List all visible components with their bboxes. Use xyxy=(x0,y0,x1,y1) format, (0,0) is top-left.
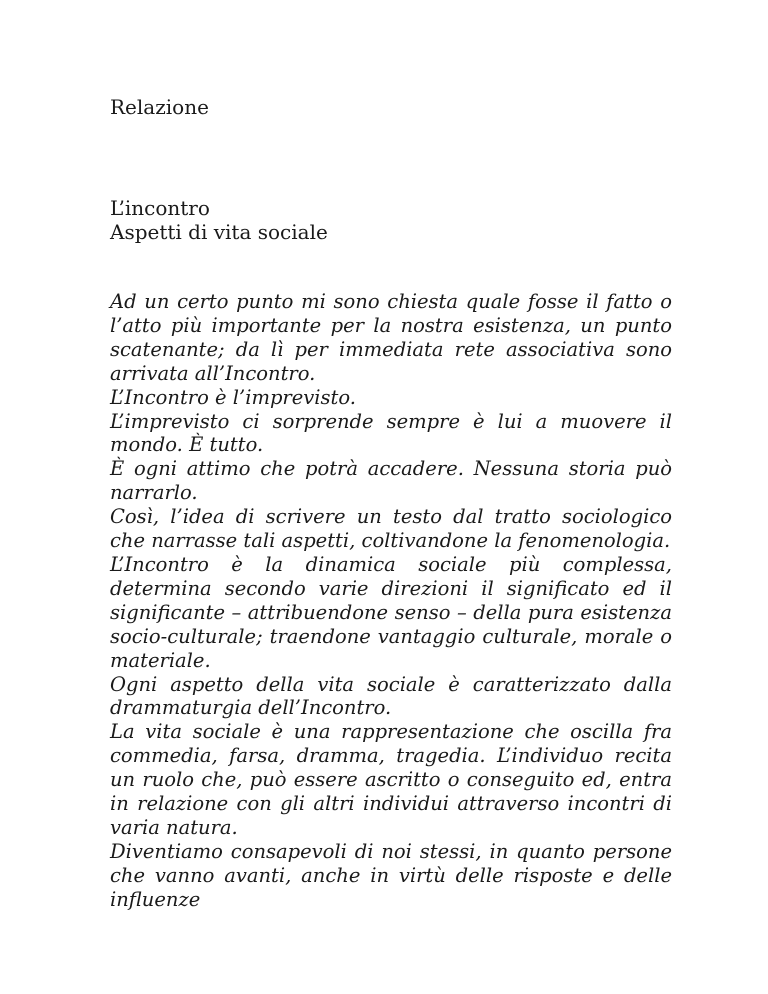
paragraph: Diventiamo consapevoli di noi stessi, in quanto persone che vanno avanti, anche in virtù delle risposte e delle influenze xyxy=(110,839,672,911)
paragraph: L’Incontro è la dinamica sociale più complessa, determina secondo varie direzioni il significato ed il significante – attribuendone senso – della pura esistenza socio-culturale; traendone vantaggio culturale, morale o materiale. xyxy=(110,552,672,672)
document-subtitle: Aspetti di vita sociale xyxy=(110,220,328,244)
paragraph: La vita sociale è una rappresentazione che oscilla fra commedia, farsa, dramma, tragedia. L’individuo recita un ruolo che, può essere ascritto o conseguito ed, entra in relazione con gli altri individui attraverso incontri di varia natura. xyxy=(110,720,672,839)
paragraph: Ogni aspetto della vita sociale è caratterizzato dalla drammaturgia dell’Incontro. xyxy=(110,672,672,720)
body-text xyxy=(110,290,672,912)
paragraph: L’imprevisto ci sorprende sempre è lui a muovere il mondo. È tutto. xyxy=(110,409,672,457)
paragraph: Così, l’idea di scrivere un testo dal tratto sociologico che narrasse tali aspetti, coltivandone la fenomenologia. xyxy=(110,505,672,553)
paragraph: È ogni attimo che potrà accadere. Nessuna storia può narrarlo. xyxy=(110,457,672,505)
document-label: Relazione xyxy=(110,95,209,119)
paragraph: Ad un certo punto mi sono chiesta quale fosse il fatto o l’atto più importante per la nostra esistenza, un punto scatenante; da lì per immediata rete associativa sono arrivata all’Incontro. xyxy=(110,290,672,385)
document-title: L’incontro xyxy=(110,196,210,220)
paragraph: L’Incontro è l’imprevisto. xyxy=(110,385,356,409)
